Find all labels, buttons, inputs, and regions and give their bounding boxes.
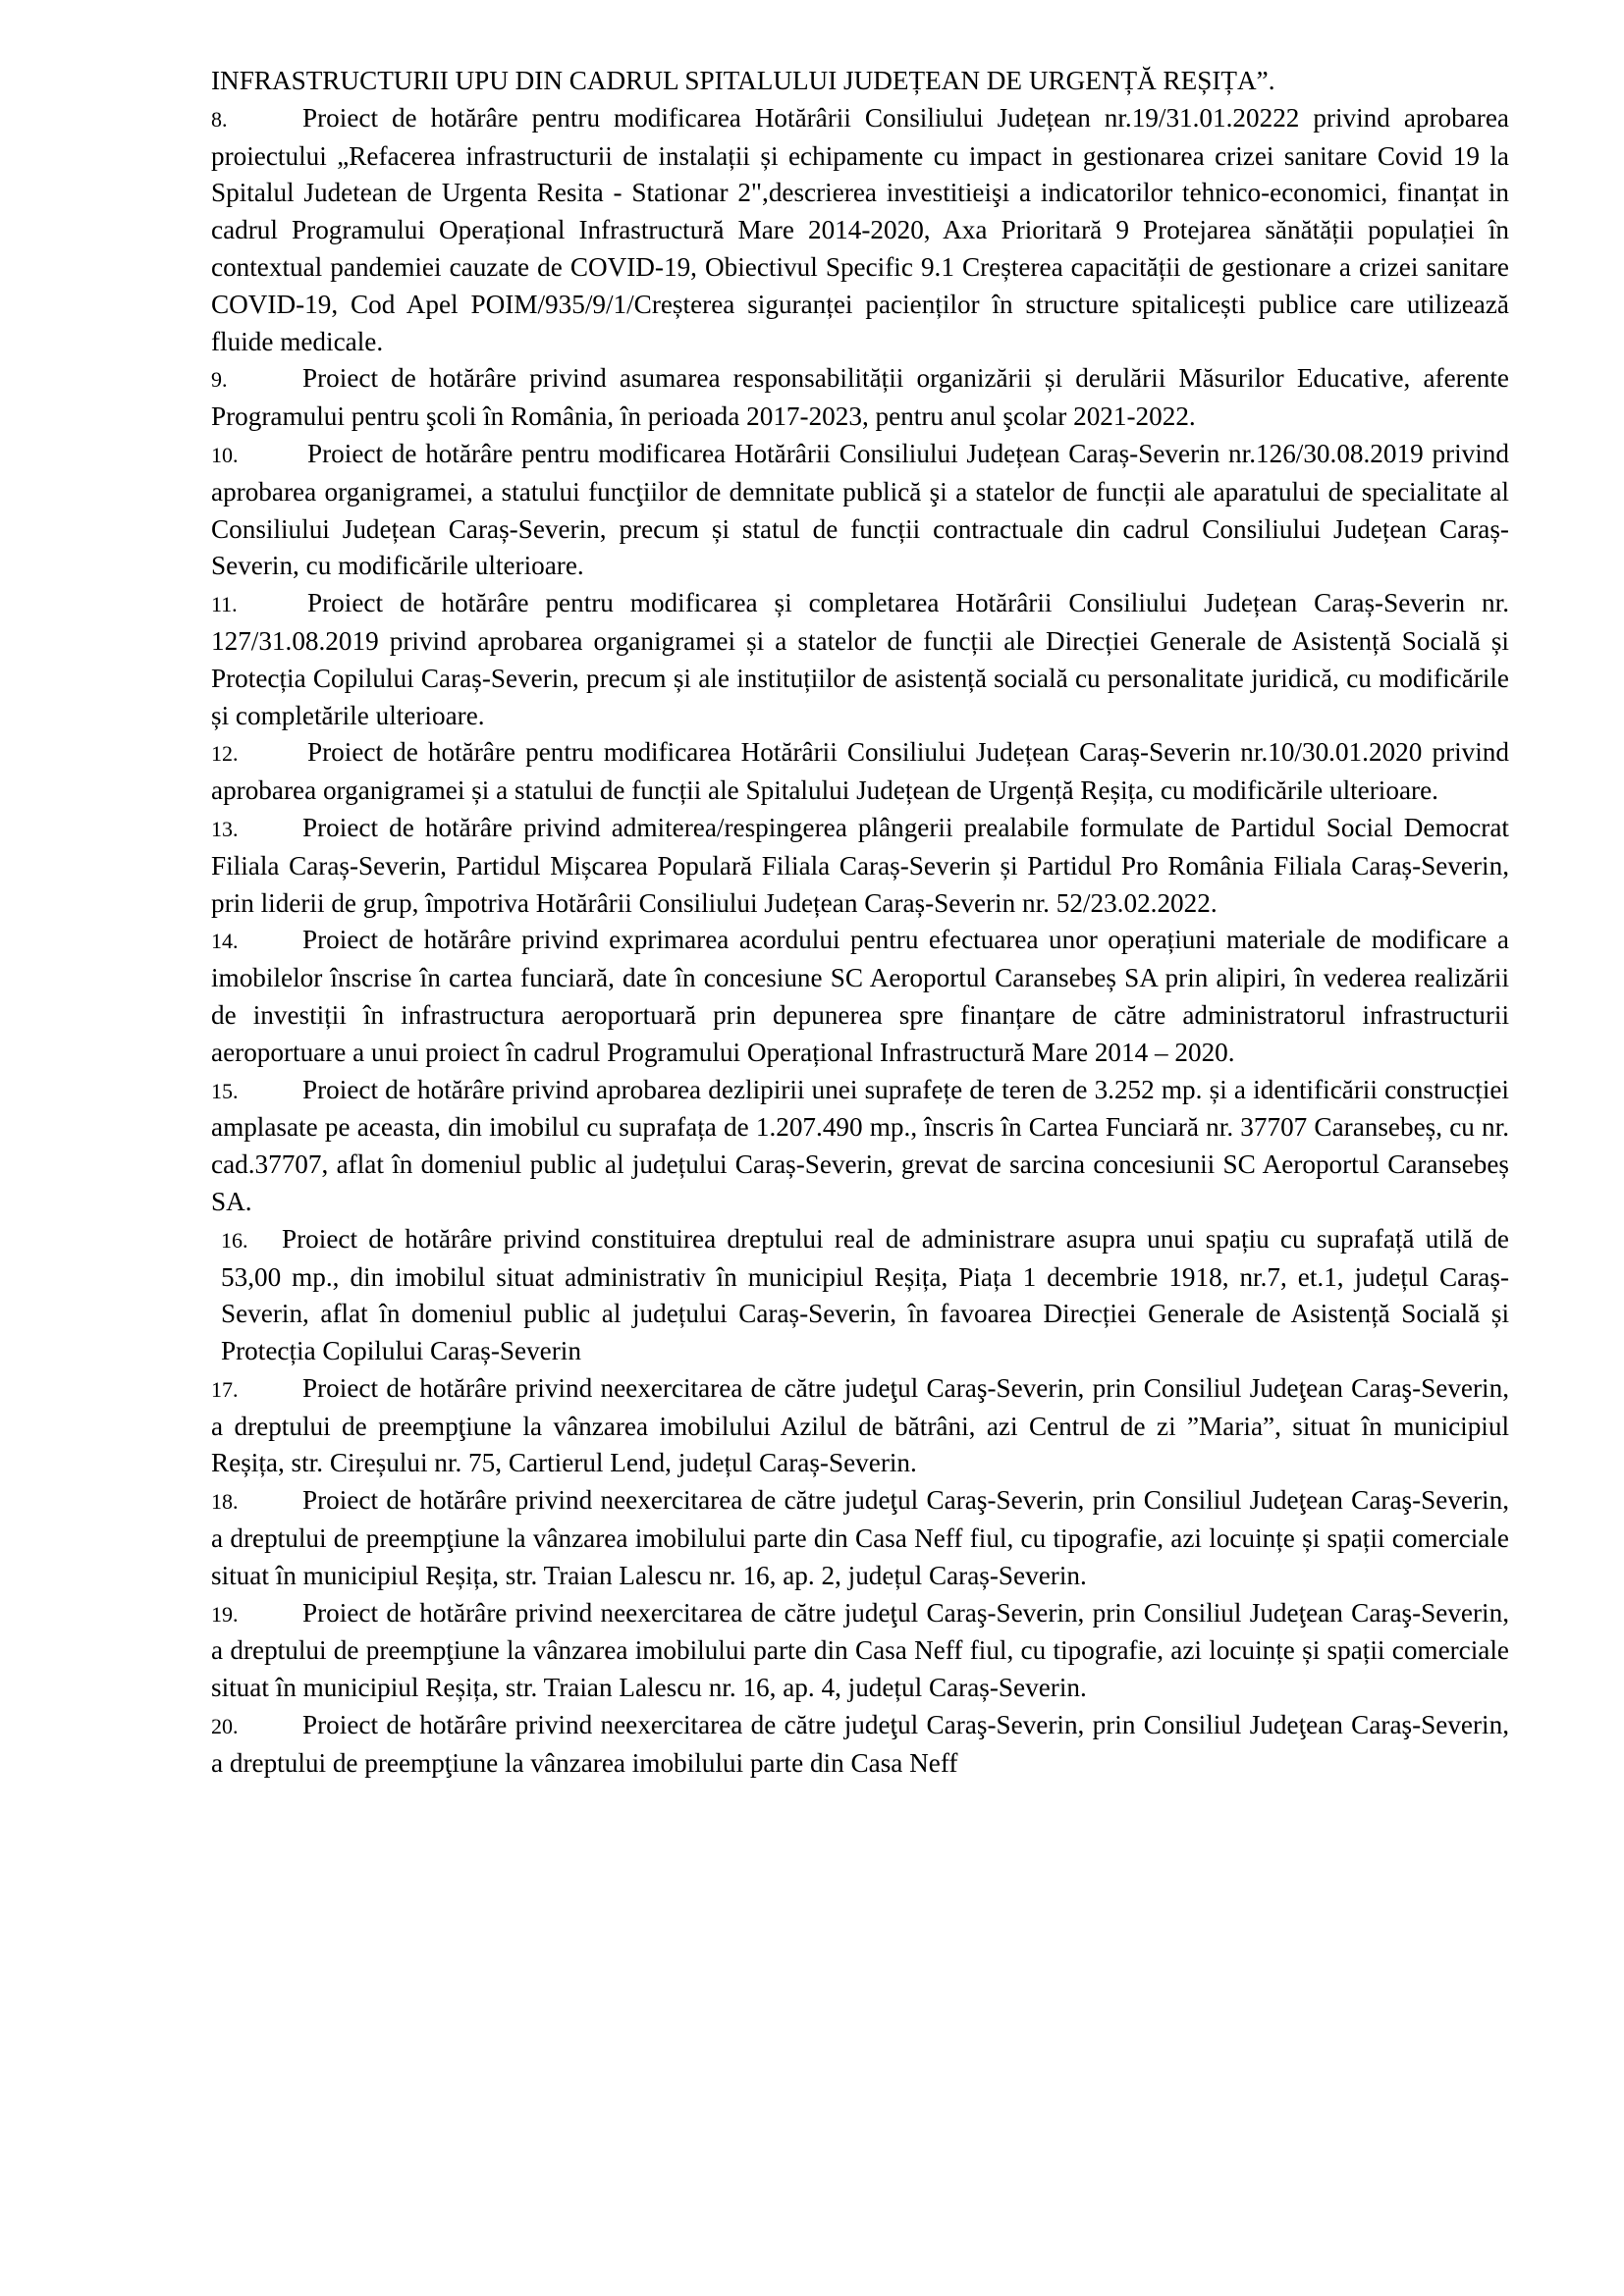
agenda-item-19 [211,1595,1509,1707]
item-text: Proiect de hotărâre privind neexercitarea de către judeţul Caraş-Severin, prin Consiliul Judeţean Caraş-Severin, a dreptului de preempţiune la vânzarea imobilului Azilul de bătrâni, azi Centrul de zi ”Maria”, situat în municipiul Reșița, str. Cireșului nr. 75, Cartierul Lend, județul Caraș-Severin. [211,1372,1509,1478]
item-number: 8. [211,106,228,132]
item-number: 18. [211,1489,239,1515]
item-text: Proiect de hotărâre privind constituirea dreptului real de administrare asupra unui spațiu cu suprafață utilă de 53,00 mp., din imobilul situat administrativ în municipiul Reșița, Piața 1 decembrie 1918, nr.7, et.1, județul Caraș-Severin, aflat în domeniul public al județului Caraș-Severin, în favoarea Direcției Generale de Asistență Socială și Protecția Copilului Caraș-Severin [221,1223,1509,1366]
item-number: 12. [211,741,239,767]
item-number: 20. [211,1714,239,1739]
agenda-item-13 [211,810,1509,922]
item-text: Proiect de hotărâre pentru modificarea Hotărârii Consiliului Județean Caraș-Severin nr.126/30.08.2019 privind aprobarea organigramei, a statului funcţiilor de demnitate publică şi a statelor de funcții ale aparatului de specialitate al Consiliului Județean Caraș-Severin, precum și statul de funcții contractuale din cadrul Consiliului Județean Caraș-Severin, cu modificările ulterioare. [211,438,1509,581]
agenda-item-17 [211,1370,1509,1482]
item-number: 19. [211,1601,239,1627]
item-text: Proiect de hotărâre privind asumarea responsabilității organizării și derulării Măsurilor Educative, aferente Programului pentru şcoli în România, în perioada 2017-2023, pentru anul şcolar 2021-2022. [211,363,1509,432]
agenda-item-20 [211,1707,1509,1783]
item-number: 10. [211,442,239,467]
agenda-item-12 [211,734,1509,810]
item-text: Proiect de hotărâre privind neexercitarea de către judeţul Caraş-Severin, prin Consiliul Judeţean Caraş-Severin, a dreptului de preempţiune la vânzarea imobilului parte din Casa Neff fiul, cu tipografie, azi locuințe și spații comerciale situat în municipiul Reșița, str. Traian Lalescu nr. 16, ap. 2, județul Caraș-Severin. [211,1485,1509,1590]
item-text: Proiect de hotărâre pentru modificarea și completarea Hotărârii Consiliului Județean Caraș-Severin nr. 127/31.08.2019 privind aprobarea organigramei și a statelor de funcții ale Direcției Generale de Asistență Socială și Protecția Copilului Caraș-Severin, precum și ale instituțiilor de asistență socială cu personalitate juridică, cu modificările și completările ulterioare. [211,588,1509,730]
item-text: Proiect de hotărâre privind admiterea/respingerea plângerii prealabile formulate de Partidul Social Democrat Filiala Caraș-Severin, Partidul Mișcarea Populară Filiala Caraș-Severin și Partidul Pro România Filiala Caraș-Severin, prin liderii de grup, împotriva Hotărârii Consiliului Județean Caraș-Severin nr. 52/23.02.2022. [211,812,1509,918]
agenda-item-18 [211,1482,1509,1594]
item-text: Proiect de hotărâre pentru modificarea Hotărârii Consiliului Județean nr.19/31.01.20222 privind aprobarea proiectului „Refacerea infrastructurii de instalații și echipamente cu impact in gestionarea crizei sanitare Covid 19 la Spitalul Judetean de Urgenta Resita - Stationar 2",descrierea investitieişi a indicatorilor tehnico-economici, finanțat in cadrul Programului Operațional Infrastructură Mare 2014-2020, Axa Prioritară 9 Protejarea sănătății populației în contextual pandemiei cauzate de COVID-19, Obiectivul Specific 9.1 Creșterea capacității de gestionare a crizei sanitare COVID-19, Cod Apel POIM/935/9/1/Creșterea siguranței pacienților în structure spitalicești publice care utilizează fluide medicale. [211,102,1509,356]
item-number: 11. [211,592,238,617]
agenda-item-14 [211,922,1509,1071]
item-number: 15. [211,1078,239,1103]
item-text: Proiect de hotărâre privind exprimarea acordului pentru efectuarea unor operațiuni materiale de modificare a imobilelor înscrise în cartea funciară, date în concesiune SC Aeroportul Caransebeș SA prin alipiri, în vederea realizării de investiții în infrastructura aeroportuară prin depunerea spre finanțare de către administratorul infrastructurii aeroportuare a unui proiect în cadrul Programului Operațional Infrastructură Mare 2014 – 2020. [211,925,1509,1067]
agenda-item-16 [211,1221,1509,1370]
document-page [211,63,1509,1783]
item-text: Proiect de hotărâre pentru modificarea Hotărârii Consiliului Județean Caraș-Severin nr.10/30.01.2020 privind aprobarea organigramei și a statului de funcții ale Spitalului Județean de Urgență Reșița, cu modificările ulterioare. [211,737,1509,806]
item-number: 16. [221,1227,248,1253]
item-text: Proiect de hotărâre privind aprobarea dezlipirii unei suprafețe de teren de 3.252 mp. și a identificării construcției amplasate pe aceasta, din imobilul cu suprafața de 1.207.490 mp., înscris în Cartea Funciară nr. 37707 Caransebeș, cu nr. cad.37707, aflat în domeniul public al județului Caraș-Severin, grevat de sarcina concesiunii SC Aeroportul Caransebeș SA. [211,1074,1509,1216]
item-number: 9. [211,367,228,393]
item-text: Proiect de hotărâre privind neexercitarea de către judeţul Caraş-Severin, prin Consiliul Judeţean Caraş-Severin, a dreptului de preempţiune la vânzarea imobilului parte din Casa Neff fiul, cu tipografie, azi locuințe și spații comerciale situat în municipiul Reșița, str. Traian Lalescu nr. 16, ap. 4, județul Caraș-Severin. [211,1597,1509,1703]
item-number: 14. [211,929,239,954]
agenda-item-11 [211,585,1509,734]
agenda-item-10 [211,436,1509,585]
item-text: Proiect de hotărâre privind neexercitarea de către judeţul Caraş-Severin, prin Consiliul Judeţean Caraş-Severin, a dreptului de preempţiune la vânzarea imobilului parte din Casa Neff [211,1710,1509,1778]
agenda-item-9 [211,360,1509,436]
item-number: 17. [211,1376,239,1402]
item-number: 13. [211,816,239,841]
agenda-item-8 [211,100,1509,361]
intro-paragraph: INFRASTRUCTURII UPU DIN CADRUL SPITALULUI JUDEȚEAN DE URGENȚĂ REȘIȚA”. [211,66,1275,95]
agenda-item-15 [211,1072,1509,1221]
